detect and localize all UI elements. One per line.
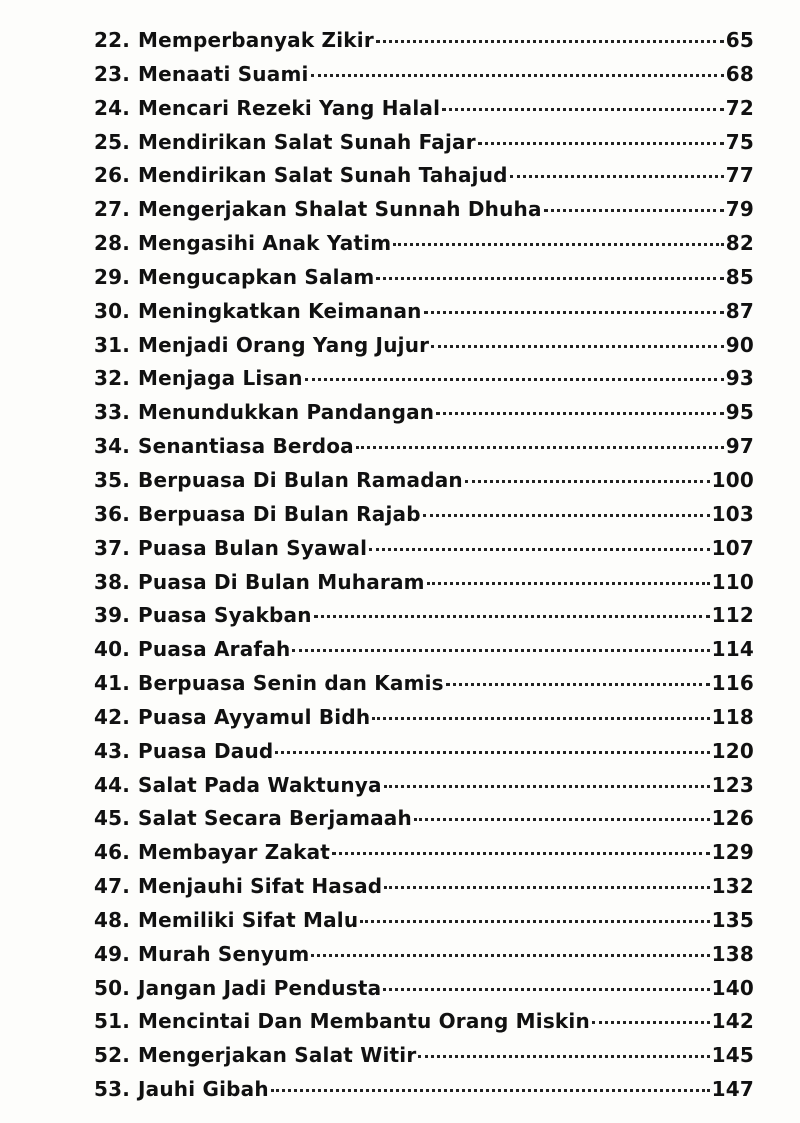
- toc-entry-page: 90: [725, 332, 754, 357]
- toc-entry-title: Menjadi Orang Yang Jujur: [138, 332, 430, 357]
- toc-entry-number: 23.: [94, 61, 131, 86]
- dot-leader: [360, 920, 709, 923]
- toc-entry-title: Menjauhi Sifat Hasad: [138, 874, 383, 899]
- toc-entry: [94, 705, 754, 739]
- toc-entry-page: 140: [711, 975, 754, 1000]
- toc-entry: [94, 333, 754, 367]
- dot-leader: [446, 683, 710, 686]
- toc-entry-title: Puasa Di Bulan Muharam: [138, 569, 425, 594]
- dot-leader: [369, 548, 709, 551]
- toc-entry-title: Puasa Bulan Syawal: [138, 535, 368, 560]
- toc-entry-number: 25.: [94, 129, 131, 154]
- toc-entry-number: 53.: [94, 1077, 131, 1102]
- dot-leader: [376, 40, 724, 43]
- toc-entry-page: 103: [711, 501, 754, 526]
- toc-entry-number: 24.: [94, 95, 131, 120]
- toc-entry: [94, 536, 754, 570]
- toc-entry: [94, 130, 754, 164]
- toc-entry-title: Berpuasa Di Bulan Ramadan: [138, 467, 463, 492]
- toc-entry-number: 50.: [94, 975, 131, 1000]
- toc-entry: [94, 739, 754, 773]
- toc-entry-title: Puasa Syakban: [138, 603, 312, 628]
- dot-leader: [384, 886, 709, 889]
- toc-entry-title: Berpuasa Senin dan Kamis: [138, 671, 444, 696]
- toc-entry-page: 132: [711, 874, 754, 899]
- toc-entry: [94, 502, 754, 536]
- toc-entry-title: Meningkatkan Keimanan: [138, 298, 422, 323]
- dot-leader: [372, 717, 709, 720]
- toc-entry-page: 126: [711, 806, 754, 831]
- toc-entry-title: Salat Secara Berjamaah: [138, 806, 412, 831]
- toc-entry-page: 145: [711, 1043, 754, 1068]
- toc-entry-page: 118: [711, 704, 754, 729]
- toc-entry-number: 51.: [94, 1009, 131, 1034]
- toc-entry-title: Mendirikan Salat Sunah Tahajud: [138, 163, 508, 188]
- dot-leader: [275, 751, 709, 754]
- toc-entry-page: 87: [725, 298, 754, 323]
- toc-entry-title: Mengasihi Anak Yatim: [138, 231, 392, 256]
- dot-leader: [292, 649, 709, 652]
- toc-entry-number: 29.: [94, 264, 131, 289]
- toc-entry-title: Mengerjakan Shalat Sunnah Dhuha: [138, 197, 542, 222]
- dot-leader: [384, 785, 710, 788]
- toc-entry-title: Menjaga Lisan: [138, 366, 303, 391]
- toc-entry-title: Mengucapkan Salam: [138, 264, 375, 289]
- toc-entry-page: 123: [711, 772, 754, 797]
- toc-entry: [94, 840, 754, 874]
- toc-entry-page: 114: [711, 637, 754, 662]
- toc-entry-page: 79: [725, 197, 754, 222]
- toc-entry: [94, 163, 754, 197]
- toc-entry-number: 38.: [94, 569, 131, 594]
- toc-entry: [94, 434, 754, 468]
- toc-entry-number: 32.: [94, 366, 131, 391]
- toc-entry-number: 49.: [94, 941, 131, 966]
- toc-entry-page: 100: [711, 467, 754, 492]
- dot-leader: [544, 209, 724, 212]
- dot-leader: [314, 615, 710, 618]
- toc-entry: [94, 96, 754, 130]
- toc-entry: [94, 468, 754, 502]
- toc-entry-number: 52.: [94, 1043, 131, 1068]
- toc-entry: [94, 874, 754, 908]
- toc-entry-page: 72: [725, 95, 754, 120]
- toc-entry: [94, 603, 754, 637]
- toc-entry-page: 68: [725, 61, 754, 86]
- toc-entry: [94, 1043, 754, 1077]
- toc-entry: [94, 299, 754, 333]
- toc-entry-number: 26.: [94, 163, 131, 188]
- toc-entry-page: 82: [725, 231, 754, 256]
- toc-entry-page: 138: [711, 941, 754, 966]
- toc-entry-page: 120: [711, 738, 754, 763]
- toc-entry-page: 93: [725, 366, 754, 391]
- dot-leader: [414, 818, 710, 821]
- toc-entry: [94, 366, 754, 400]
- toc-entry-page: 147: [711, 1077, 754, 1102]
- toc-entry-title: Menundukkan Pandangan: [138, 400, 435, 425]
- toc-entry-title: Memperbanyak Zikir: [138, 28, 374, 52]
- toc-entry: [94, 28, 754, 62]
- dot-leader: [356, 446, 724, 449]
- toc-entry: [94, 62, 754, 96]
- dot-leader: [305, 378, 724, 381]
- dot-leader: [510, 175, 724, 178]
- toc-entry: [94, 773, 754, 807]
- toc-entry-title: Memiliki Sifat Malu: [138, 907, 359, 932]
- toc-entry: [94, 570, 754, 604]
- toc-entry-number: 27.: [94, 197, 131, 222]
- dot-leader: [431, 345, 724, 348]
- toc-entry: [94, 400, 754, 434]
- toc-entry-number: 48.: [94, 907, 131, 932]
- toc-entry-page: 110: [711, 569, 754, 594]
- dot-leader: [311, 954, 709, 957]
- toc-entry-title: Mendirikan Salat Sunah Fajar: [138, 129, 476, 154]
- toc-entry: [94, 1009, 754, 1043]
- toc-entry-number: 35.: [94, 467, 131, 492]
- dot-leader: [436, 412, 724, 415]
- dot-leader: [418, 1055, 709, 1058]
- toc-entry-title: Membayar Zakat: [138, 840, 331, 865]
- toc-entry-page: 116: [711, 671, 754, 696]
- dot-leader: [383, 988, 709, 991]
- toc-entry-number: 42.: [94, 704, 131, 729]
- toc-entry-title: Jauhi Gibah: [138, 1077, 269, 1102]
- toc-entry: [94, 976, 754, 1010]
- toc-entry-title: Puasa Arafah: [138, 637, 291, 662]
- table-of-contents: [0, 28, 800, 1111]
- dot-leader: [393, 243, 724, 246]
- toc-entry-title: Mengerjakan Salat Witir: [138, 1043, 417, 1068]
- toc-entry-page: 65: [725, 28, 754, 52]
- toc-entry: [94, 1077, 754, 1111]
- toc-entry-page: 112: [711, 603, 754, 628]
- toc-entry-number: 45.: [94, 806, 131, 831]
- toc-entry-title: Salat Pada Waktunya: [138, 772, 382, 797]
- toc-entry-number: 34.: [94, 434, 131, 459]
- toc-entry: [94, 806, 754, 840]
- toc-entry: [94, 637, 754, 671]
- toc-entry-number: 46.: [94, 840, 131, 865]
- dot-leader: [332, 852, 710, 855]
- toc-entry-number: 47.: [94, 874, 131, 899]
- toc-entry-number: 43.: [94, 738, 131, 763]
- toc-entry-number: 28.: [94, 231, 131, 256]
- toc-entry-page: 77: [725, 163, 754, 188]
- toc-entry-number: 22.: [94, 28, 131, 52]
- toc-entry-title: Mencari Rezeki Yang Halal: [138, 95, 441, 120]
- toc-entry-number: 37.: [94, 535, 131, 560]
- dot-leader: [427, 582, 710, 585]
- toc-entry-number: 44.: [94, 772, 131, 797]
- toc-entry-page: 95: [725, 400, 754, 425]
- toc-entry-page: 97: [725, 434, 754, 459]
- toc-entry-number: 41.: [94, 671, 131, 696]
- toc-entry-number: 39.: [94, 603, 131, 628]
- dot-leader: [478, 142, 724, 145]
- toc-entry-page: 75: [725, 129, 754, 154]
- toc-entry-title: Berpuasa Di Bulan Rajab: [138, 501, 421, 526]
- dot-leader: [423, 514, 710, 517]
- toc-entry-title: Murah Senyum: [138, 941, 310, 966]
- toc-entry-number: 31.: [94, 332, 131, 357]
- dot-leader: [465, 480, 710, 483]
- toc-entry-page: 142: [711, 1009, 754, 1034]
- dot-leader: [424, 311, 724, 314]
- toc-entry: [94, 265, 754, 299]
- toc-entry: [94, 231, 754, 265]
- toc-entry-title: Senantiasa Berdoa: [138, 434, 354, 459]
- toc-entry-number: 40.: [94, 637, 131, 662]
- dot-leader: [442, 108, 724, 111]
- toc-entry-title: Puasa Ayyamul Bidh: [138, 704, 371, 729]
- toc-entry-page: 85: [725, 264, 754, 289]
- toc-entry-title: Puasa Daud: [138, 738, 274, 763]
- dot-leader: [592, 1021, 710, 1024]
- toc-entry-title: Mencintai Dan Membantu Orang Miskin: [138, 1009, 590, 1034]
- toc-entry-title: Jangan Jadi Pendusta: [138, 975, 382, 1000]
- toc-entry: [94, 197, 754, 231]
- toc-entry-title: Menaati Suami: [138, 61, 309, 86]
- toc-entry-page: 107: [711, 535, 754, 560]
- dot-leader: [271, 1089, 710, 1092]
- toc-entry-number: 36.: [94, 501, 131, 526]
- toc-entry: [94, 942, 754, 976]
- toc-entry-number: 30.: [94, 298, 131, 323]
- toc-entry: [94, 908, 754, 942]
- toc-entry-page: 135: [711, 907, 754, 932]
- toc-entry-number: 33.: [94, 400, 131, 425]
- dot-leader: [376, 277, 723, 280]
- toc-entry-page: 129: [711, 840, 754, 865]
- toc-entry: [94, 671, 754, 705]
- dot-leader: [311, 74, 724, 77]
